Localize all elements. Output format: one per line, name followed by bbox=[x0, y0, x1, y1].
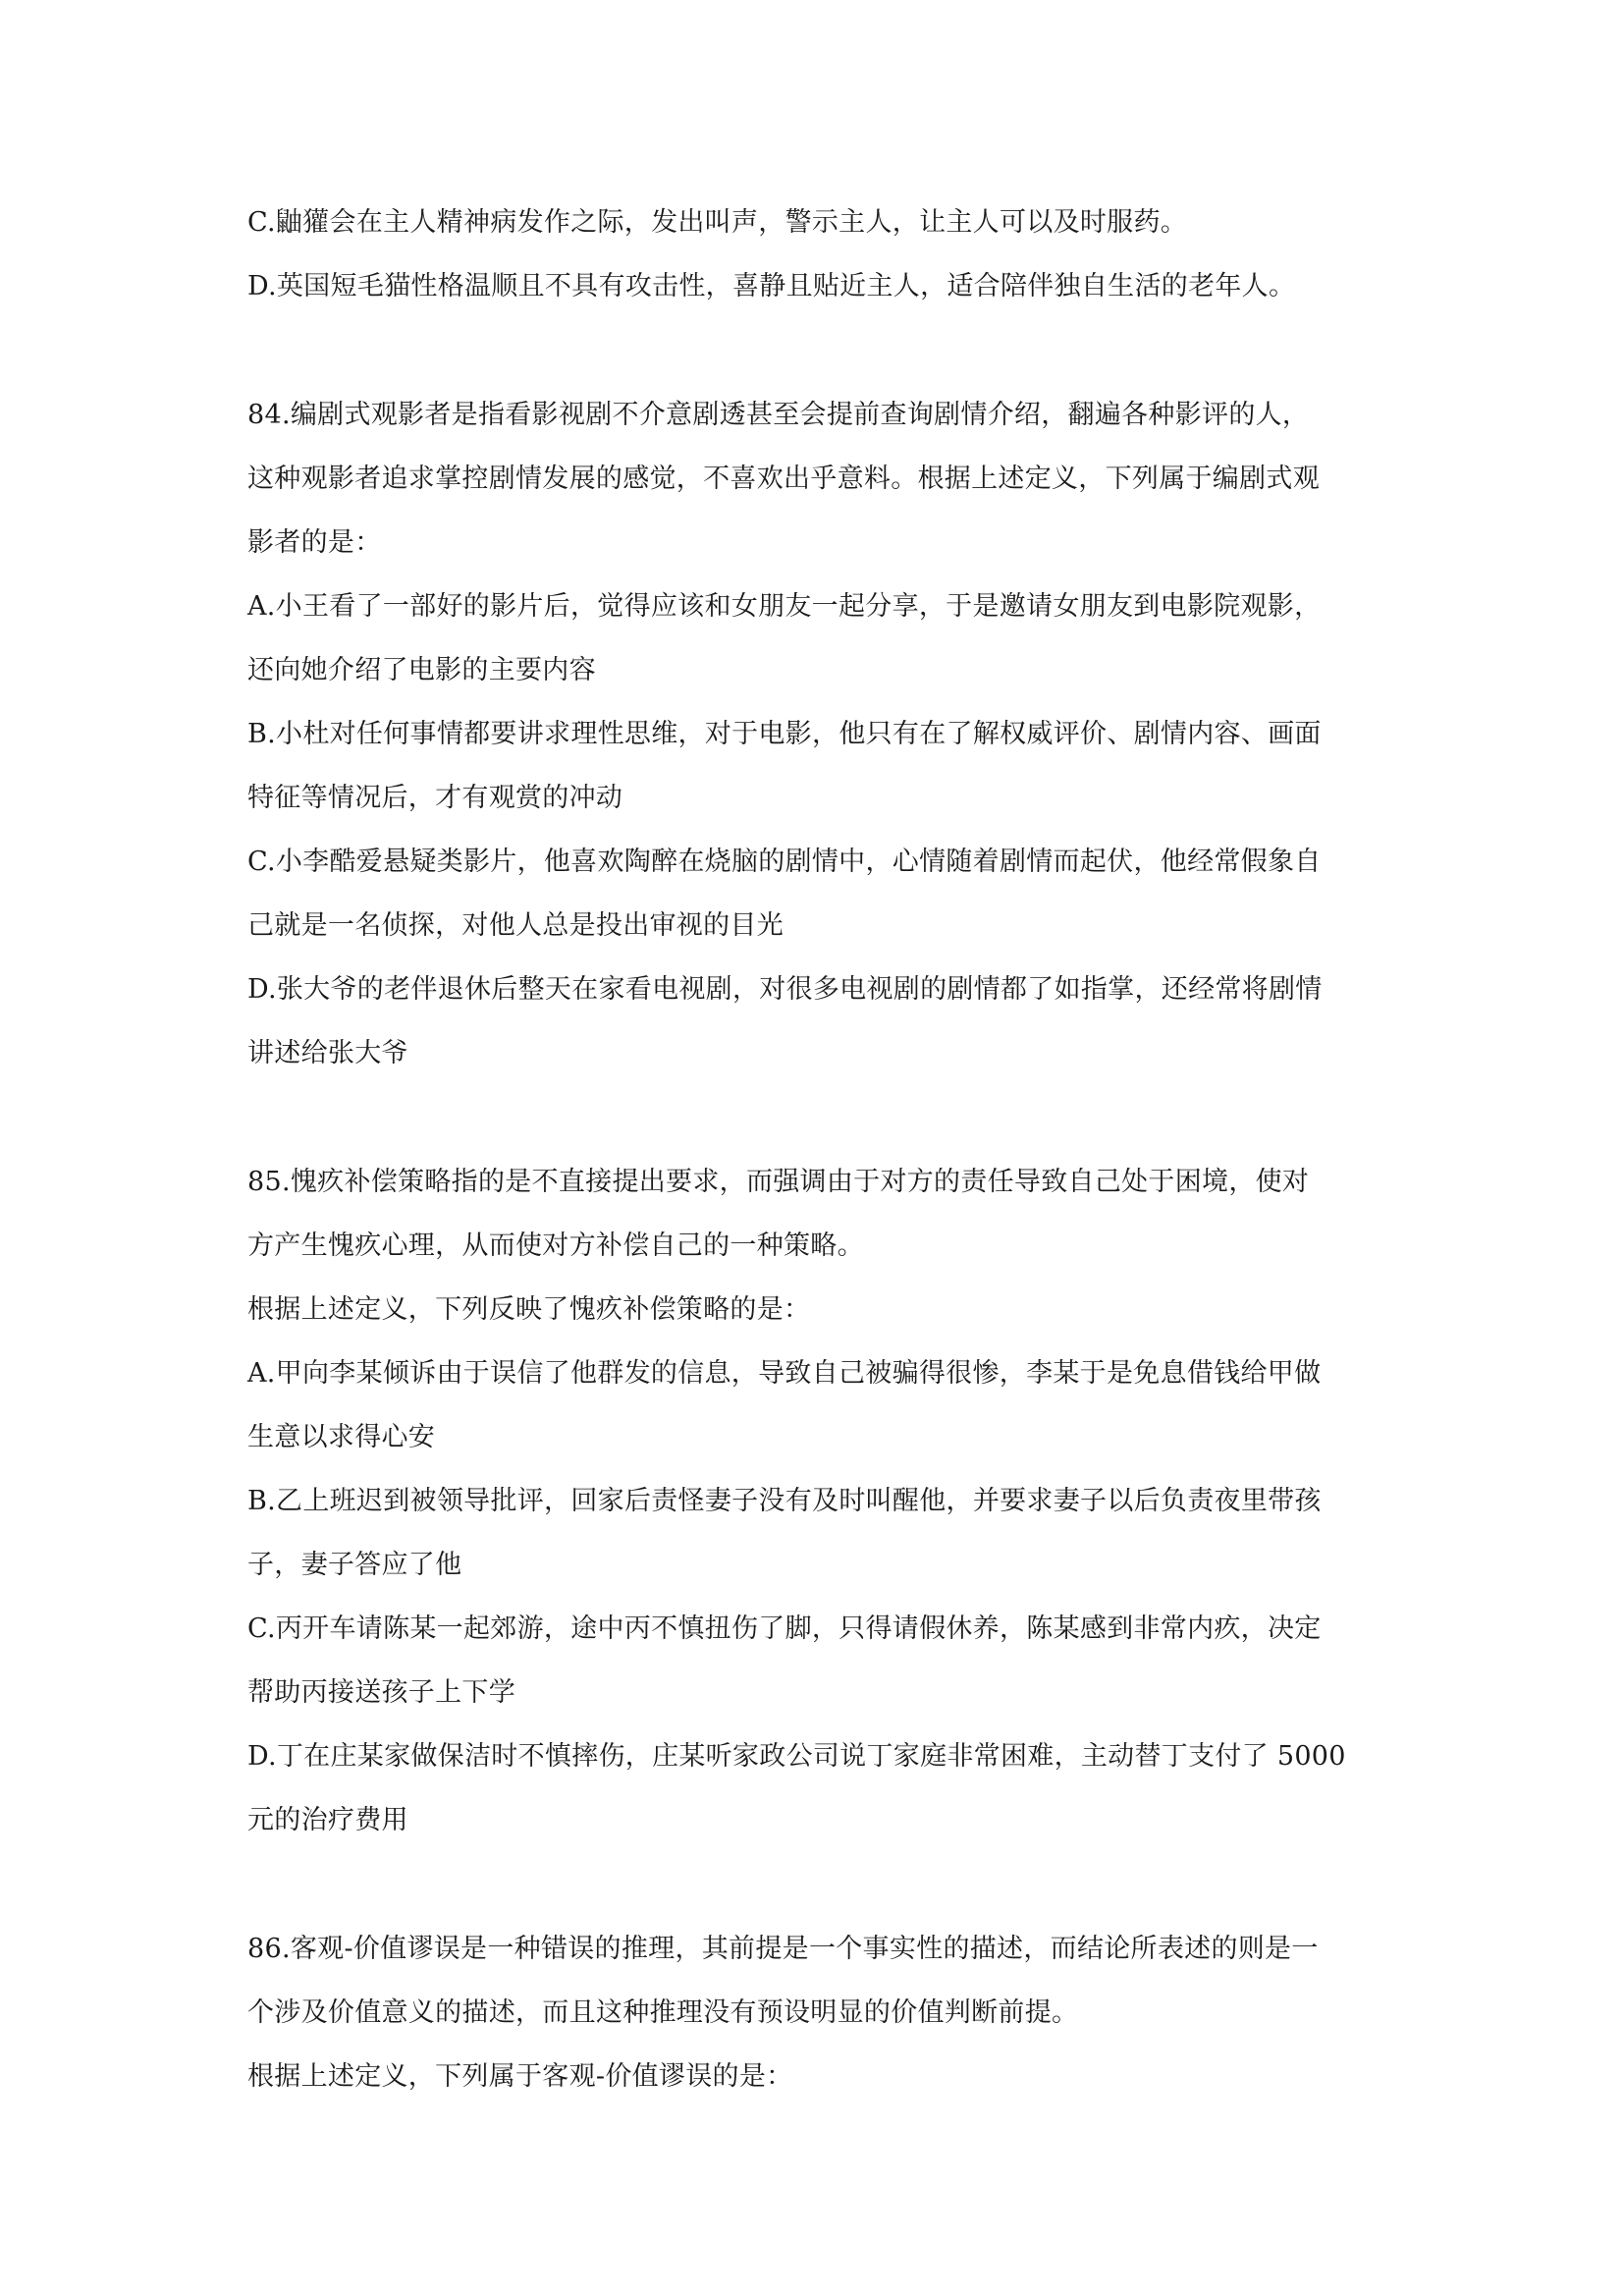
option-c-line: 己就是一名侦探，对他人总是投出审视的目光 bbox=[247, 910, 784, 941]
option-d-line: D.英国短毛猫性格温顺且不具有攻击性，喜静且贴近主人，适合陪伴独自生活的老年人。 bbox=[247, 271, 1296, 301]
question-stem-line: 85.愧疚补偿策略指的是不直接提出要求，而强调由于对方的责任导致自己处于困境，使对 bbox=[247, 1167, 1310, 1197]
option-d-line: 元的治疗费用 bbox=[247, 1805, 408, 1835]
question-stem-line: 方产生愧疚心理，从而使对方补偿自己的一种策略。 bbox=[247, 1230, 864, 1261]
option-a-line: 生意以求得心安 bbox=[247, 1422, 436, 1452]
option-b-line: 特征等情况后，才有观赏的冲动 bbox=[247, 783, 623, 813]
option-b-line: B.小杜对任何事情都要讲求理性思维，对于电影，他只有在了解权威评价、剧情内容、画面 bbox=[247, 719, 1322, 749]
section-gap bbox=[247, 329, 1386, 394]
option-c-line: C.小李酷爱悬疑类影片，他喜欢陶醉在烧脑的剧情中，心情随着剧情而起伏，他经常假象自 bbox=[247, 847, 1322, 877]
option-c-line: C.丙开车请陈某一起郊游，途中丙不慎扭伤了脚，只得请假休养，陈某感到非常内疚，决定 bbox=[247, 1613, 1322, 1644]
option-a-line: 还向她介绍了电影的主要内容 bbox=[247, 655, 596, 685]
question-84 bbox=[247, 394, 1386, 1075]
question-stem-line: 根据上述定义，下列属于客观-价值谬误的是： bbox=[247, 2061, 793, 2092]
option-d-line: D.丁在庄某家做保洁时不慎摔伤，庄某听家政公司说丁家庭非常困难，主动替丁支付了 5000 bbox=[247, 1741, 1346, 1772]
question-stem-line: 根据上述定义，下列反映了愧疚补偿策略的是： bbox=[247, 1294, 811, 1325]
section-gap bbox=[247, 1096, 1386, 1161]
option-d-line: 讲述给张大爷 bbox=[247, 1038, 408, 1068]
option-a-line: A.甲向李某倾诉由于误信了他群发的信息，导致自己被骗得很惨，李某于是免息借钱给甲做 bbox=[247, 1358, 1322, 1389]
option-d-line: D.张大爷的老伴退休后整天在家看电视剧，对很多电视剧的剧情都了如指掌，还经常将剧情 bbox=[247, 974, 1323, 1005]
prev-question-options bbox=[247, 201, 1386, 308]
option-c-line: 帮助丙接送孩子上下学 bbox=[247, 1677, 515, 1708]
document-page bbox=[247, 201, 1386, 2119]
option-a-line: A.小王看了一部好的影片后，觉得应该和女朋友一起分享，于是邀请女朋友到电影院观影， bbox=[247, 591, 1322, 622]
question-stem-line: 84.编剧式观影者是指看影视剧不介意剧透甚至会提前查询剧情介绍，翻遍各种影评的人， bbox=[247, 400, 1310, 430]
section-gap bbox=[247, 1863, 1386, 1928]
option-b-line: B.乙上班迟到被领导批评，回家后责怪妻子没有及时叫醒他，并要求妻子以后负责夜里带孩 bbox=[247, 1486, 1322, 1516]
question-stem-line: 个涉及价值意义的描述，而且这种推理没有预设明显的价值判断前提。 bbox=[247, 1997, 1079, 2028]
question-stem-line: 86.客观-价值谬误是一种错误的推理，其前提是一个事实性的描述，而结论所表述的则是一 bbox=[247, 1934, 1319, 1964]
option-c-line: C.鼬獾会在主人精神病发作之际，发出叫声，警示主人，让主人可以及时服药。 bbox=[247, 207, 1188, 238]
option-b-line: 子，妻子答应了他 bbox=[247, 1550, 462, 1580]
question-86 bbox=[247, 1928, 1386, 2099]
question-85 bbox=[247, 1161, 1386, 1842]
question-stem-line: 这种观影者追求掌控剧情发展的感觉，不喜欢出乎意料。根据上述定义，下列属于编剧式观 bbox=[247, 464, 1320, 494]
question-stem-line: 影者的是： bbox=[247, 527, 382, 558]
